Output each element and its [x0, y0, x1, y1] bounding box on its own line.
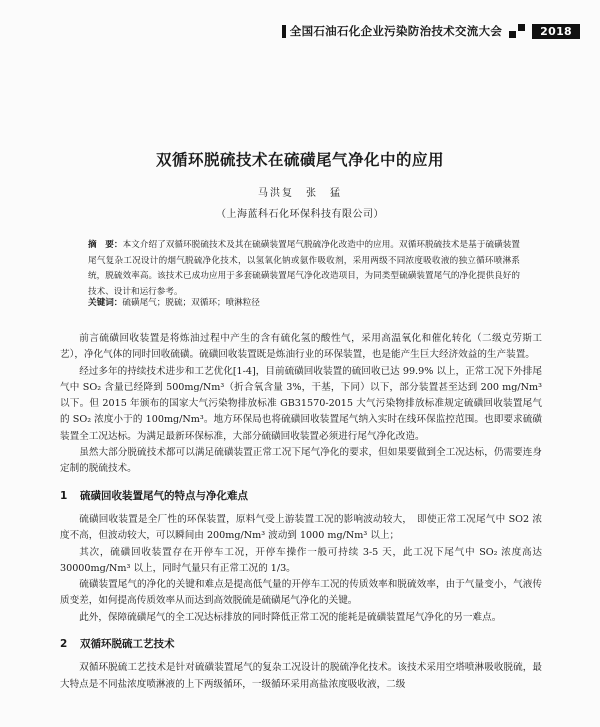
- running-header: [250, 20, 580, 42]
- keywords-label: 关键词：: [88, 298, 123, 308]
- conference-name: 全国石油石化企业污染防治技术交流大会: [289, 24, 503, 38]
- paper-affiliation: （上海蓝科石化环保科技有限公司）: [216, 209, 384, 220]
- paragraph: 硫磺回收装置是全厂性的环保装置，原料气受上游装置工况的影响波动较大， 即使正常工况尾气中 SO2 浓度不高，但波动较大，可以瞬间由 200mg/Nm³ 波动到 1000 mg/Nm³ 以上；: [60, 513, 542, 542]
- paragraph: 硫磺装置尾气的净化的关键和难点是提高低气量的开停车工况的传质效率和脱硫效率，由于气量变小，气液传质变差，如何提高传质效率从而达到高效脱硫是硫磺尾气净化的关键。: [60, 579, 542, 607]
- paragraph: 前言硫磺回收装置是将炼油过程中产生的含有硫化氢的酸性气，采用高温氧化和催化转化（二级克劳斯工艺），净化气体的同时回收硫磺。硫磺回收装置既是炼油行业的环保装置，也是能产生巨大经济效益的生产装置。: [60, 333, 542, 361]
- conference-year: 2018: [532, 24, 580, 39]
- section-title: 硫磺回收装置尾气的特点与净化难点: [80, 489, 248, 502]
- paragraph: 虽然大部分脱硫技术都可以满足硫磺装置正常工况下尾气净化的要求，但如果要做到全工况达标，仍需要连身定制的脱硫技术。: [60, 447, 542, 475]
- section-number: 1: [60, 489, 68, 502]
- section-title: 双循环脱硫工艺技术: [80, 638, 175, 651]
- paper-authors: 马洪复 张 猛: [258, 188, 342, 199]
- paragraph: 双循环脱硫工艺技术是针对硫磺装置尾气的复杂工况设计的脱硫净化技术。该技术采用空塔喷淋吸收脱硫，最大特点是不同盐浓度喷淋液的上下两级循环，一级循环采用高盐浓度吸收液，二级: [60, 662, 542, 690]
- header-bar-mark: [282, 25, 286, 38]
- abstract-text: 本文介绍了双循环脱硫技术及其在硫磺装置尾气脱硫净化改造中的应用。双循环脱硫技术是基于硫磺装置尾气复杂工况设计的烟气脱硫净化技术，以氢氧化钠或氨作吸收剂，采用两级不同浓度吸收液的独立循环喷淋系统，脱硫效率高。该技术已成功应用于多套硫磺装置尾气净化改造项目，为同类型硫磺装置尾气的净化提供良好的技术、设计和运行参考。: [88, 240, 520, 297]
- paper-body: [60, 331, 542, 693]
- section-heading: [60, 488, 542, 504]
- keywords: [88, 296, 520, 311]
- abstract: [88, 238, 520, 300]
- section-heading: [60, 636, 542, 652]
- header-squares-icon: [508, 24, 526, 38]
- section-number: 2: [60, 638, 68, 651]
- abstract-label: 摘 要：: [88, 240, 123, 250]
- paragraph: 经过多年的持续技术进步和工艺优化[1-4]，目前硫磺回收装置的硫回收已达 99.9% 以上，正常工况下外排尾气中 SO₂ 含量已经降到 500mg/Nm³（折合氧含量 3%，干基，下同）以下，部分装置甚至达到 200 mg/Nm³ 以下。但 2015 年颁布的国家大气污染物排放标准 GB31570-2015 大气污染物排放标准规定硫磺回收装置尾气的 SO₂ 浓度小于的 100mg/Nm³。地方环保局也将硫磺回收装置尾气纳入实时在线环保监控范围。也即要求硫磺装置全工况达标。为满足最新环保标准，大部分硫磺回收装置必须进行尾气净化改造。: [60, 365, 542, 442]
- keywords-text: 硫磺尾气；脱硫；双循环；喷淋粒径: [122, 298, 260, 308]
- paper-title: 双循环脱硫技术在硫磺尾气净化中的应用: [155, 151, 444, 169]
- paragraph: 其次，硫磺回收装置存在开停车工况，开停车操作一般可持续 3-5 天，此工况下尾气中 SO₂ 浓度高达 30000mg/Nm³ 以上，同时气量只有正常工况的 1/3。: [60, 546, 542, 574]
- paragraph: 此外，保障硫磺尾气的全工况达标排放的同时降低正常工况的能耗是硫磺装置尾气净化的另一难点。: [79, 611, 502, 623]
